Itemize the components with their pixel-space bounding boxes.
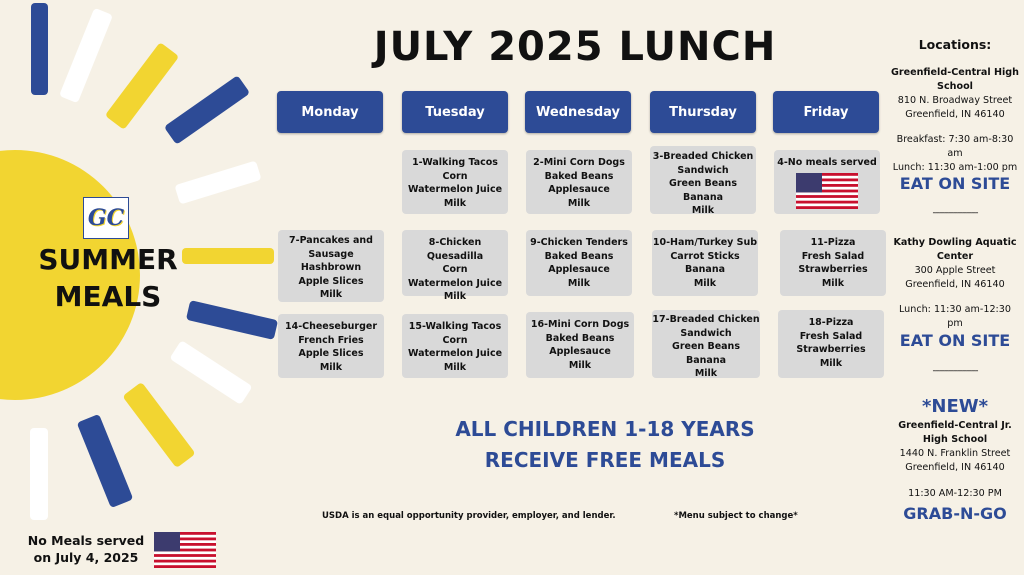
menu-cell-jul-18 — [778, 310, 884, 378]
menu-item: Watermelon Juice — [407, 277, 503, 289]
menu-item: Sandwich — [677, 164, 729, 176]
eat-on-site-label: EAT ON SITE — [899, 174, 1011, 193]
menu-item: Milk — [567, 277, 591, 289]
menu-cell-jul-8 — [402, 230, 508, 302]
day-header-wednesday: Wednesday — [525, 91, 631, 133]
menu-item: 11-Pizza — [810, 237, 856, 248]
menu-item: 18-Pizza — [808, 317, 854, 328]
new-label: *NEW* — [921, 396, 989, 417]
menu-cell-jul-15 — [402, 314, 508, 378]
menu-item: Milk — [443, 361, 467, 373]
menu-item: Green Beans — [672, 341, 740, 352]
menu-item: Milk — [819, 357, 843, 369]
menu-item: Strawberries — [796, 344, 866, 355]
location-gc-jr-high — [885, 419, 1024, 501]
location-address: 1440 N. Franklin Street — [899, 448, 1011, 459]
menu-item: Apple Slices — [298, 348, 364, 359]
location-city: Greenfield, IN 46140 — [905, 279, 1005, 290]
menu-item: Banana — [683, 191, 723, 203]
lunch-hours: Lunch: 11:30 am-1:00 pm — [892, 162, 1018, 173]
menu-item: Corn — [442, 334, 468, 346]
menu-item: Baked Beans — [544, 170, 614, 182]
menu-item: Applesauce — [549, 346, 611, 357]
breakfast-hours: Breakfast: 7:30 am-8:30 — [896, 134, 1014, 145]
lunch-hours: pm — [947, 318, 963, 329]
menu-item: Apple Slices — [298, 275, 364, 287]
menu-item: Watermelon Juice — [407, 184, 503, 195]
menu-item: Strawberries — [798, 264, 868, 275]
menu-item: Corn — [442, 170, 468, 182]
grab-n-go-label: GRAB-N-GO — [903, 504, 1007, 523]
menu-cell-jul-1 — [402, 150, 508, 214]
menu-item: French Fries — [298, 334, 364, 346]
menu-item: Fresh Salad — [799, 330, 863, 342]
location-name: Kathy Dowling Aquatic — [893, 237, 1017, 248]
us-flag-icon — [154, 532, 216, 568]
menu-item: Watermelon Juice — [407, 348, 503, 359]
menu-item: Corn — [442, 264, 468, 275]
free-meals-line-2: RECEIVE FREE MEALS — [484, 448, 726, 472]
menu-item: 14-Cheeseburger — [284, 321, 378, 332]
menu-cell-jul-16 — [526, 312, 634, 378]
menu-item: Milk — [821, 277, 845, 289]
location-kathy-dowling — [885, 236, 1024, 331]
breakfast-hours: am — [947, 148, 963, 159]
menu-item: 4-No meals served — [777, 157, 877, 168]
gc-logo-letters: GC — [87, 205, 125, 231]
menu-cell-jul-4 — [774, 150, 880, 214]
summer-meals-logo-text — [38, 241, 178, 315]
menu-item: Sandwich — [680, 327, 732, 339]
day-header-thursday: Thursday — [650, 91, 756, 133]
location-name: Greenfield-Central Jr. — [898, 420, 1012, 431]
menu-cell-jul-17 — [652, 310, 760, 378]
menu-item: 8-Chicken Quesadilla — [426, 237, 484, 262]
menu-item: 9-Chicken Tenders — [530, 237, 628, 248]
location-city: Greenfield, IN 46140 — [905, 109, 1005, 120]
no-meals-line-2: on July 4, 2025 — [33, 550, 139, 565]
menu-item: Milk — [693, 277, 717, 289]
free-meals-line-1: ALL CHILDREN 1-18 YEARS — [455, 417, 755, 441]
gc-logo — [83, 197, 129, 239]
menu-item: Milk — [691, 205, 715, 216]
menu-item: Banana — [685, 264, 725, 275]
menu-item: 16-Mini Corn Dogs — [530, 319, 630, 330]
menu-item: 1-Walking Tacos — [412, 157, 498, 168]
menu-cell-jul-10 — [652, 230, 758, 296]
menu-item: Milk — [567, 197, 591, 209]
menu-cell-jul-14 — [278, 314, 384, 378]
menu-item: Hashbrown — [300, 262, 362, 273]
menu-item: 2-Mini Corn Dogs — [533, 157, 625, 168]
eat-on-site-label: EAT ON SITE — [899, 331, 1011, 350]
usda-statement: USDA is an equal opportunity provider, employer, and lender. — [322, 511, 616, 521]
logo-line-1: SUMMER — [38, 243, 178, 276]
menu-item: Green Beans — [669, 178, 737, 189]
menu-item: Fresh Salad — [801, 250, 865, 262]
menu-item: Applesauce — [548, 264, 610, 275]
menu-item: 3-Breaded Chicken — [652, 151, 754, 162]
menu-item: 7-Pancakes and — [289, 235, 373, 246]
menu-item: Milk — [694, 368, 718, 379]
locations-heading: Locations: — [918, 37, 992, 52]
lunch-hours: Lunch: 11:30 am-12:30 — [898, 304, 1011, 315]
menu-cell-jul-7 — [278, 230, 384, 302]
menu-cell-jul-3 — [650, 146, 756, 214]
menu-item: Milk — [568, 359, 592, 371]
page-title: JULY 2025 LUNCH — [373, 24, 777, 70]
location-name: Greenfield-Central High — [890, 67, 1020, 78]
divider: -------------------- — [932, 208, 978, 218]
menu-item: Baked Beans — [544, 250, 614, 262]
menu-item: Milk — [319, 361, 343, 373]
no-meals-notice — [26, 532, 146, 566]
menu-change-note: *Menu subject to change* — [674, 511, 798, 521]
menu-item: Milk — [319, 289, 343, 300]
logo-line-2: MEALS — [54, 280, 162, 313]
menu-item: Banana — [686, 354, 726, 366]
day-header-monday: Monday — [277, 91, 383, 133]
us-flag-icon — [796, 173, 858, 209]
location-address: 300 Apple Street — [914, 265, 996, 276]
location-name: School — [937, 81, 973, 92]
menu-cell-jul-9 — [526, 230, 632, 296]
menu-item: Milk — [443, 291, 467, 302]
location-gc-high-school — [885, 66, 1024, 175]
menu-item: 17-Breaded Chicken — [652, 314, 760, 325]
divider: -------------------- — [932, 366, 978, 376]
menu-item: 15-Walking Tacos — [408, 321, 502, 332]
location-city: Greenfield, IN 46140 — [905, 462, 1005, 473]
location-name: High School — [922, 434, 988, 445]
menu-item: Milk — [443, 197, 467, 209]
location-name: Center — [936, 251, 974, 262]
lunch-hours: 11:30 AM-12:30 PM — [908, 488, 1002, 499]
menu-cell-jul-2 — [526, 150, 632, 214]
no-meals-line-1: No Meals served — [27, 533, 145, 548]
menu-item: Sausage — [308, 248, 354, 260]
menu-item: Baked Beans — [545, 332, 615, 344]
day-header-tuesday: Tuesday — [402, 91, 508, 133]
location-address: 810 N. Broadway Street — [897, 95, 1013, 106]
day-header-friday: Friday — [773, 91, 879, 133]
menu-cell-jul-11 — [780, 230, 886, 296]
menu-item: 10-Ham/Turkey Sub — [652, 237, 758, 248]
menu-item: Carrot Sticks — [670, 250, 740, 262]
menu-item: Applesauce — [548, 184, 610, 195]
